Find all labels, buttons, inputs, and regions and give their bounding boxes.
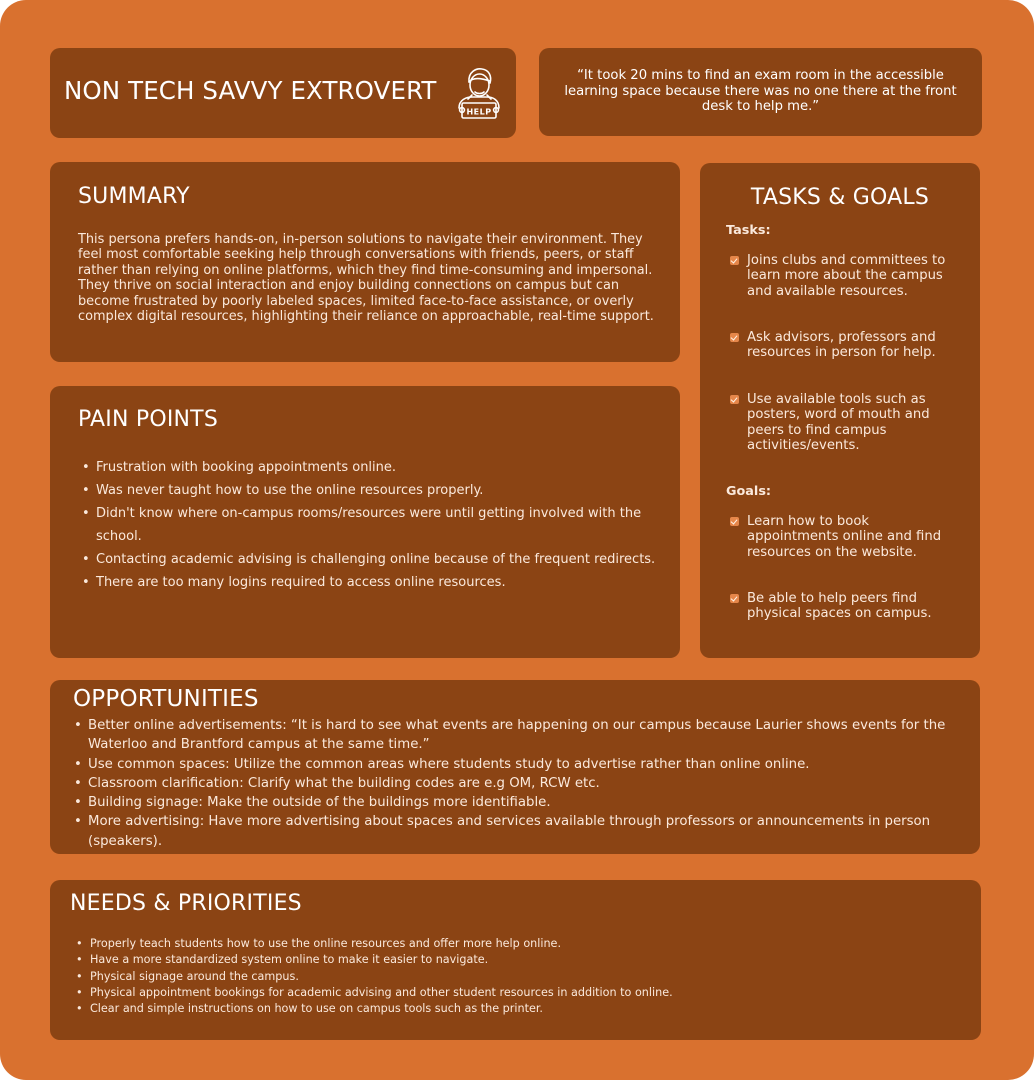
need-item: • Physical signage around the campus.	[76, 969, 956, 985]
opportunity-item: • Use common spaces: Utilize the common areas where students study to advertise rather than online online.	[74, 755, 964, 774]
needs-priorities-section	[50, 880, 981, 1040]
tasks-label: Tasks:	[726, 223, 771, 238]
opportunities-section	[50, 680, 980, 854]
pain-points-heading: PAIN POINTS	[78, 407, 218, 432]
persona-title: NON TECH SAVVY EXTROVERT	[64, 76, 437, 105]
needs-priorities-heading: NEEDS & PRIORITIES	[70, 891, 302, 916]
summary-section	[50, 162, 680, 362]
need-item: • Have a more standardized system online to make it easier to navigate.	[76, 952, 956, 968]
checkbox-icon	[730, 395, 739, 404]
pain-point-item: • Frustration with booking appointments online.	[82, 456, 662, 479]
checkbox-icon	[730, 333, 739, 342]
checkbox-icon	[730, 256, 739, 265]
persona-quote-card	[539, 48, 982, 136]
summary-heading: SUMMARY	[78, 184, 190, 209]
pain-point-item: • There are too many logins required to access online resources.	[82, 571, 662, 594]
persona-quote: “It took 20 mins to find an exam room in the accessible learning space because there was no one there at the front desk to help me.”	[564, 68, 957, 114]
checkbox-icon	[730, 594, 739, 603]
checkbox-icon	[730, 517, 739, 526]
pain-points-section	[50, 386, 680, 658]
persona-title-card	[50, 48, 516, 138]
need-item: • Clear and simple instructions on how to use on campus tools such as the printer.	[76, 1001, 956, 1017]
opportunity-item: • More advertising: Have more advertising about spaces and services available through professors or announcements in person (speakers).	[74, 812, 964, 851]
opportunities-list	[74, 716, 964, 851]
help-sign-text: HELP	[466, 107, 492, 117]
opportunity-item: • Better online advertisements: “It is hard to see what events are happening on our campus because Laurier shows events for the Waterloo and Brantford campus at the same time.”	[74, 716, 964, 755]
pain-points-list	[82, 456, 662, 594]
summary-text: This persona prefers hands-on, in-person solutions to navigate their environment. They feel most comfortable seeking help through conversations with friends, peers, or staff rather than relying on online platforms, which they find time-consuming and impersonal. They thrive on social interaction and enjoy building connections on campus but can become frustrated by poorly labeled spaces, limited face-to-face assistance, or overly complex digital resources, highlighting their reliance on approachable, real-time support.	[78, 232, 654, 325]
pain-point-item: • Didn't know where on-campus rooms/resources were until getting involved with the school.	[82, 502, 662, 548]
pain-point-item: • Was never taught how to use the online resources properly.	[82, 479, 662, 502]
person-holding-help-sign-icon	[456, 66, 502, 120]
need-item: • Properly teach students how to use the online resources and offer more help online.	[76, 936, 956, 952]
pain-point-item: • Contacting academic advising is challenging online because of the frequent redirects.	[82, 548, 662, 571]
needs-priorities-list	[76, 936, 956, 1017]
need-item: • Physical appointment bookings for academic advising and other student resources in addition to online.	[76, 985, 956, 1001]
opportunity-item: • Classroom clarification: Clarify what the building codes are e.g OM, RCW etc.	[74, 774, 964, 793]
opportunity-item: • Building signage: Make the outside of the buildings more identifiable.	[74, 793, 964, 812]
goals-label: Goals:	[726, 484, 772, 499]
tasks-goals-section: TASKS & GOALS Tasks: Joins clubs and committees to learn more about the campus and available resources. Ask advisors, professors and resources in person for help. Use available tools such as posters, word of mouth and peers to find campus activities/events. Goals: Learn how to book appointments online and find resources on the website. Be able to help peers find physical spaces on campus.	[700, 163, 980, 658]
tasks-goals-heading: TASKS & GOALS	[750, 185, 930, 210]
opportunities-heading: OPPORTUNITIES	[73, 686, 259, 712]
